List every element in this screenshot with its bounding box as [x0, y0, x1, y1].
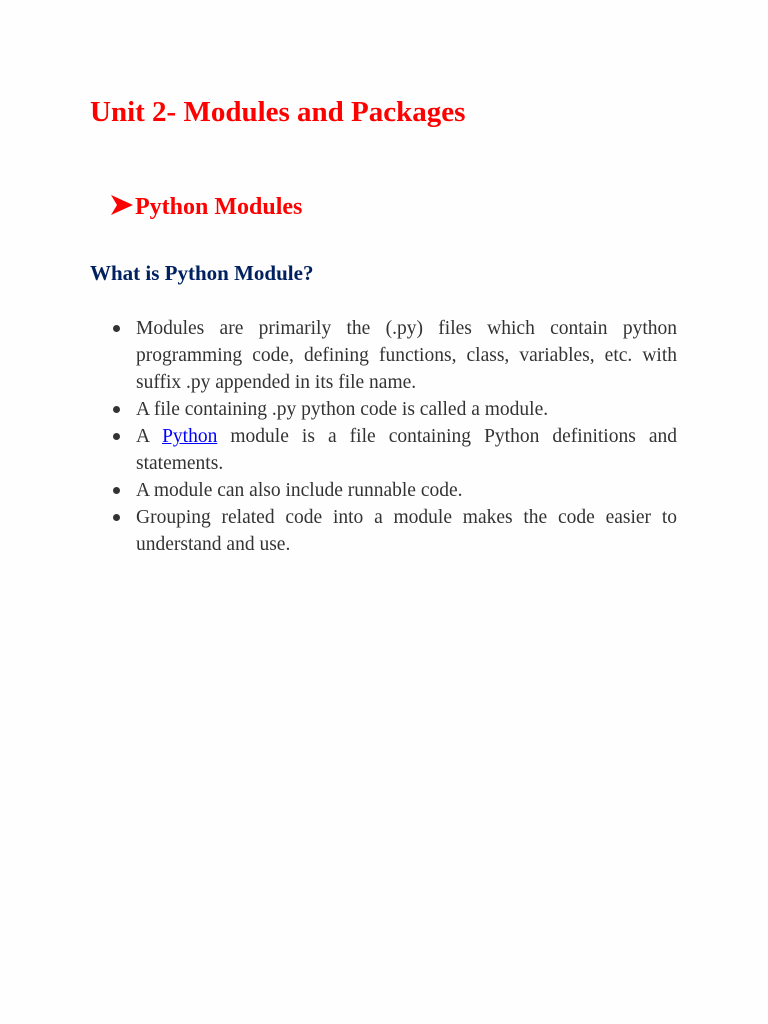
python-link[interactable]: Python [162, 426, 218, 447]
list-item-text: A file containing .py python code is called a module. [136, 399, 549, 420]
list-item [136, 423, 677, 477]
arrow-bullet-icon [110, 194, 134, 216]
bullet-dot-icon [113, 487, 120, 494]
page-title: Unit 2- Modules and Packages [90, 96, 466, 128]
list-item [136, 504, 677, 558]
list-item [136, 477, 677, 504]
list-item-suffix: module is a file containing Python definitions and statements. [136, 426, 677, 474]
list-item [136, 396, 677, 423]
list-item-text: A module can also include runnable code. [136, 480, 463, 501]
bullet-dot-icon [113, 514, 120, 521]
bullet-dot-icon [113, 406, 120, 413]
bullet-list [136, 315, 677, 558]
bullet-dot-icon [113, 433, 120, 440]
section-heading [110, 190, 302, 224]
bullet-dot-icon [113, 325, 120, 332]
section-heading-text: Python Modules [135, 194, 303, 220]
list-item [136, 315, 677, 396]
list-item-text: Grouping related code into a module makes the code easier to understand and use. [136, 507, 677, 555]
list-item-prefix: A [136, 426, 163, 447]
subheading: What is Python Module? [90, 261, 314, 285]
list-item-text: Modules are primarily the (.py) files which contain python programming code, defining functions, class, variables, etc. with suffix .py appended in its file name. [136, 318, 677, 393]
